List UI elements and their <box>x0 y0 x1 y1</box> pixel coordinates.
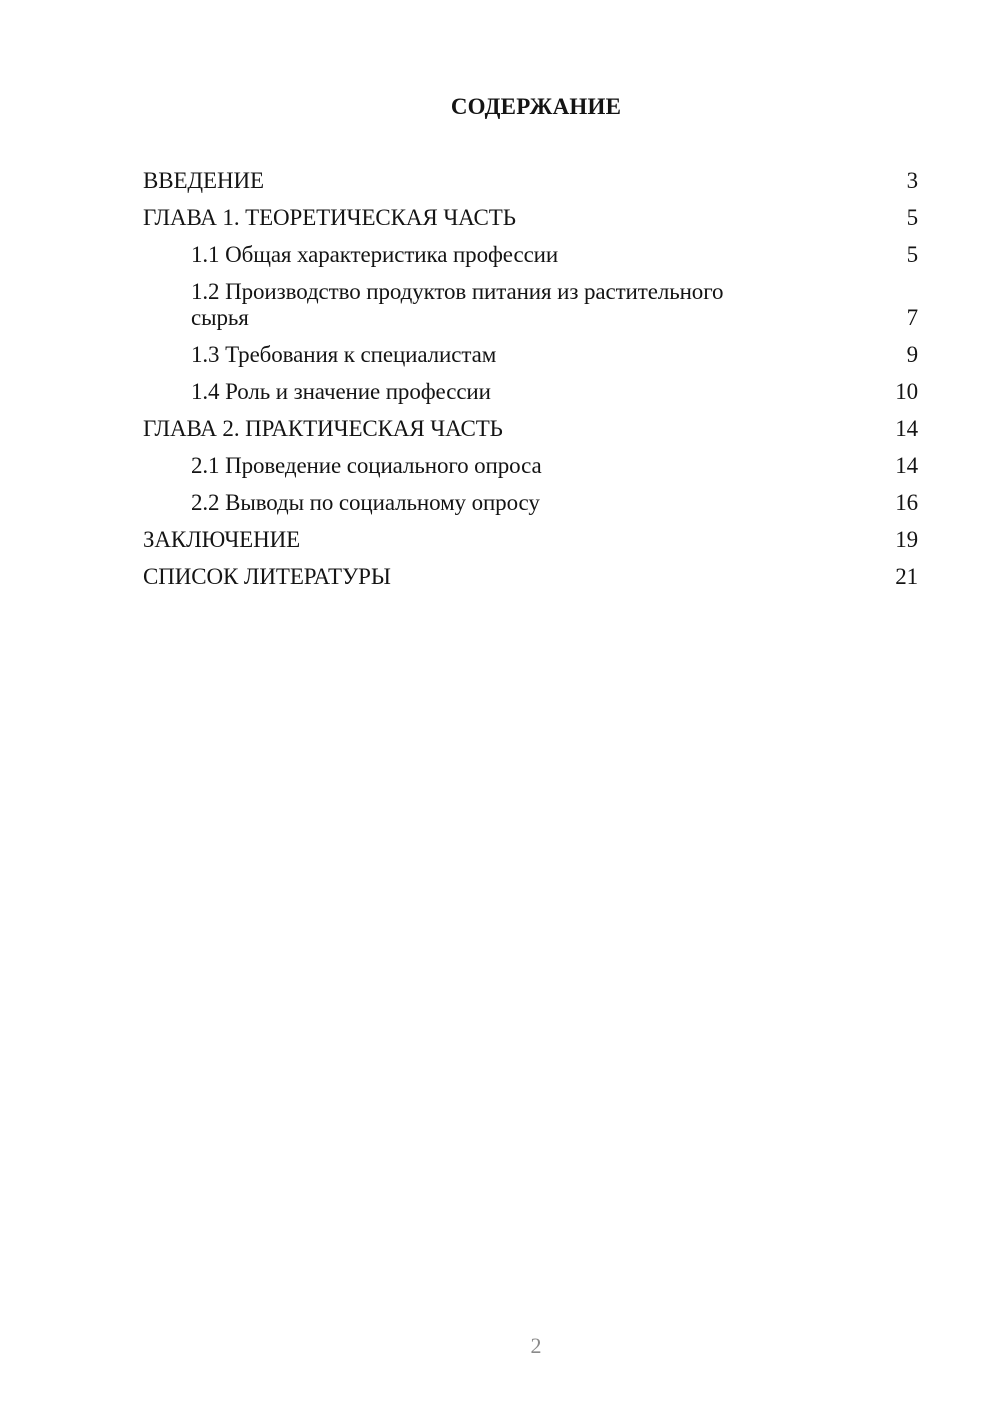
toc-entry-page-number: 3 <box>906 168 918 193</box>
toc-entry-label: 1.4 Роль и значение профессии <box>191 379 491 404</box>
toc-entry-label: 2.1 Проведение социального опроса <box>191 453 542 478</box>
toc-entry-page-number: 16 <box>895 490 918 515</box>
toc-entry-label: 1.2 Производство продуктов питания из растительного сырья <box>191 279 724 330</box>
toc-entry-label: ГЛАВА 1. ТЕОРЕТИЧЕСКАЯ ЧАСТЬ <box>143 205 516 230</box>
toc-entry-section-1-1[interactable] <box>143 242 918 268</box>
page-number: 2 <box>530 1333 542 1358</box>
toc-entry-chapter-2[interactable] <box>143 416 918 442</box>
toc-entry-page-number: 9 <box>906 342 918 367</box>
toc-entry-label: 1.1 Общая характеристика профессии <box>191 242 559 267</box>
toc-entry-page-number: 14 <box>895 416 918 441</box>
toc-entry-label: СПИСОК ЛИТЕРАТУРЫ <box>143 564 391 589</box>
toc-entry-label: ЗАКЛЮЧЕНИЕ <box>143 527 301 552</box>
toc-entry-page-number: 7 <box>906 305 918 330</box>
toc-entry-section-1-3[interactable] <box>143 342 918 368</box>
toc-entry-section-2-1[interactable] <box>143 453 918 479</box>
toc-entry-label: 2.2 Выводы по социальному опросу <box>191 490 540 515</box>
page-title: СОДЕРЖАНИЕ <box>450 94 622 119</box>
toc-entry-section-2-2[interactable] <box>143 490 918 516</box>
toc-entry-label: ГЛАВА 2. ПРАКТИЧЕСКАЯ ЧАСТЬ <box>143 416 503 441</box>
toc-entry-section-1-2[interactable] <box>143 279 918 331</box>
toc-entry-page-number: 21 <box>895 564 918 589</box>
toc-entry-page-number: 5 <box>906 205 918 230</box>
toc-entry-page-number: 5 <box>906 242 918 267</box>
toc-entry-label: ВВЕДЕНИЕ <box>143 168 264 193</box>
toc-entry-conclusion[interactable] <box>143 527 918 553</box>
toc-entry-section-1-4[interactable] <box>143 379 918 405</box>
toc-entry-label: 1.3 Требования к специалистам <box>191 342 497 367</box>
toc-entry-chapter-1[interactable] <box>143 205 918 231</box>
table-of-contents <box>143 168 918 601</box>
toc-entry-introduction[interactable] <box>143 168 918 194</box>
toc-entry-references[interactable] <box>143 564 918 590</box>
toc-entry-page-number: 14 <box>895 453 918 478</box>
toc-entry-page-number: 10 <box>895 379 918 404</box>
toc-entry-page-number: 19 <box>895 527 918 552</box>
